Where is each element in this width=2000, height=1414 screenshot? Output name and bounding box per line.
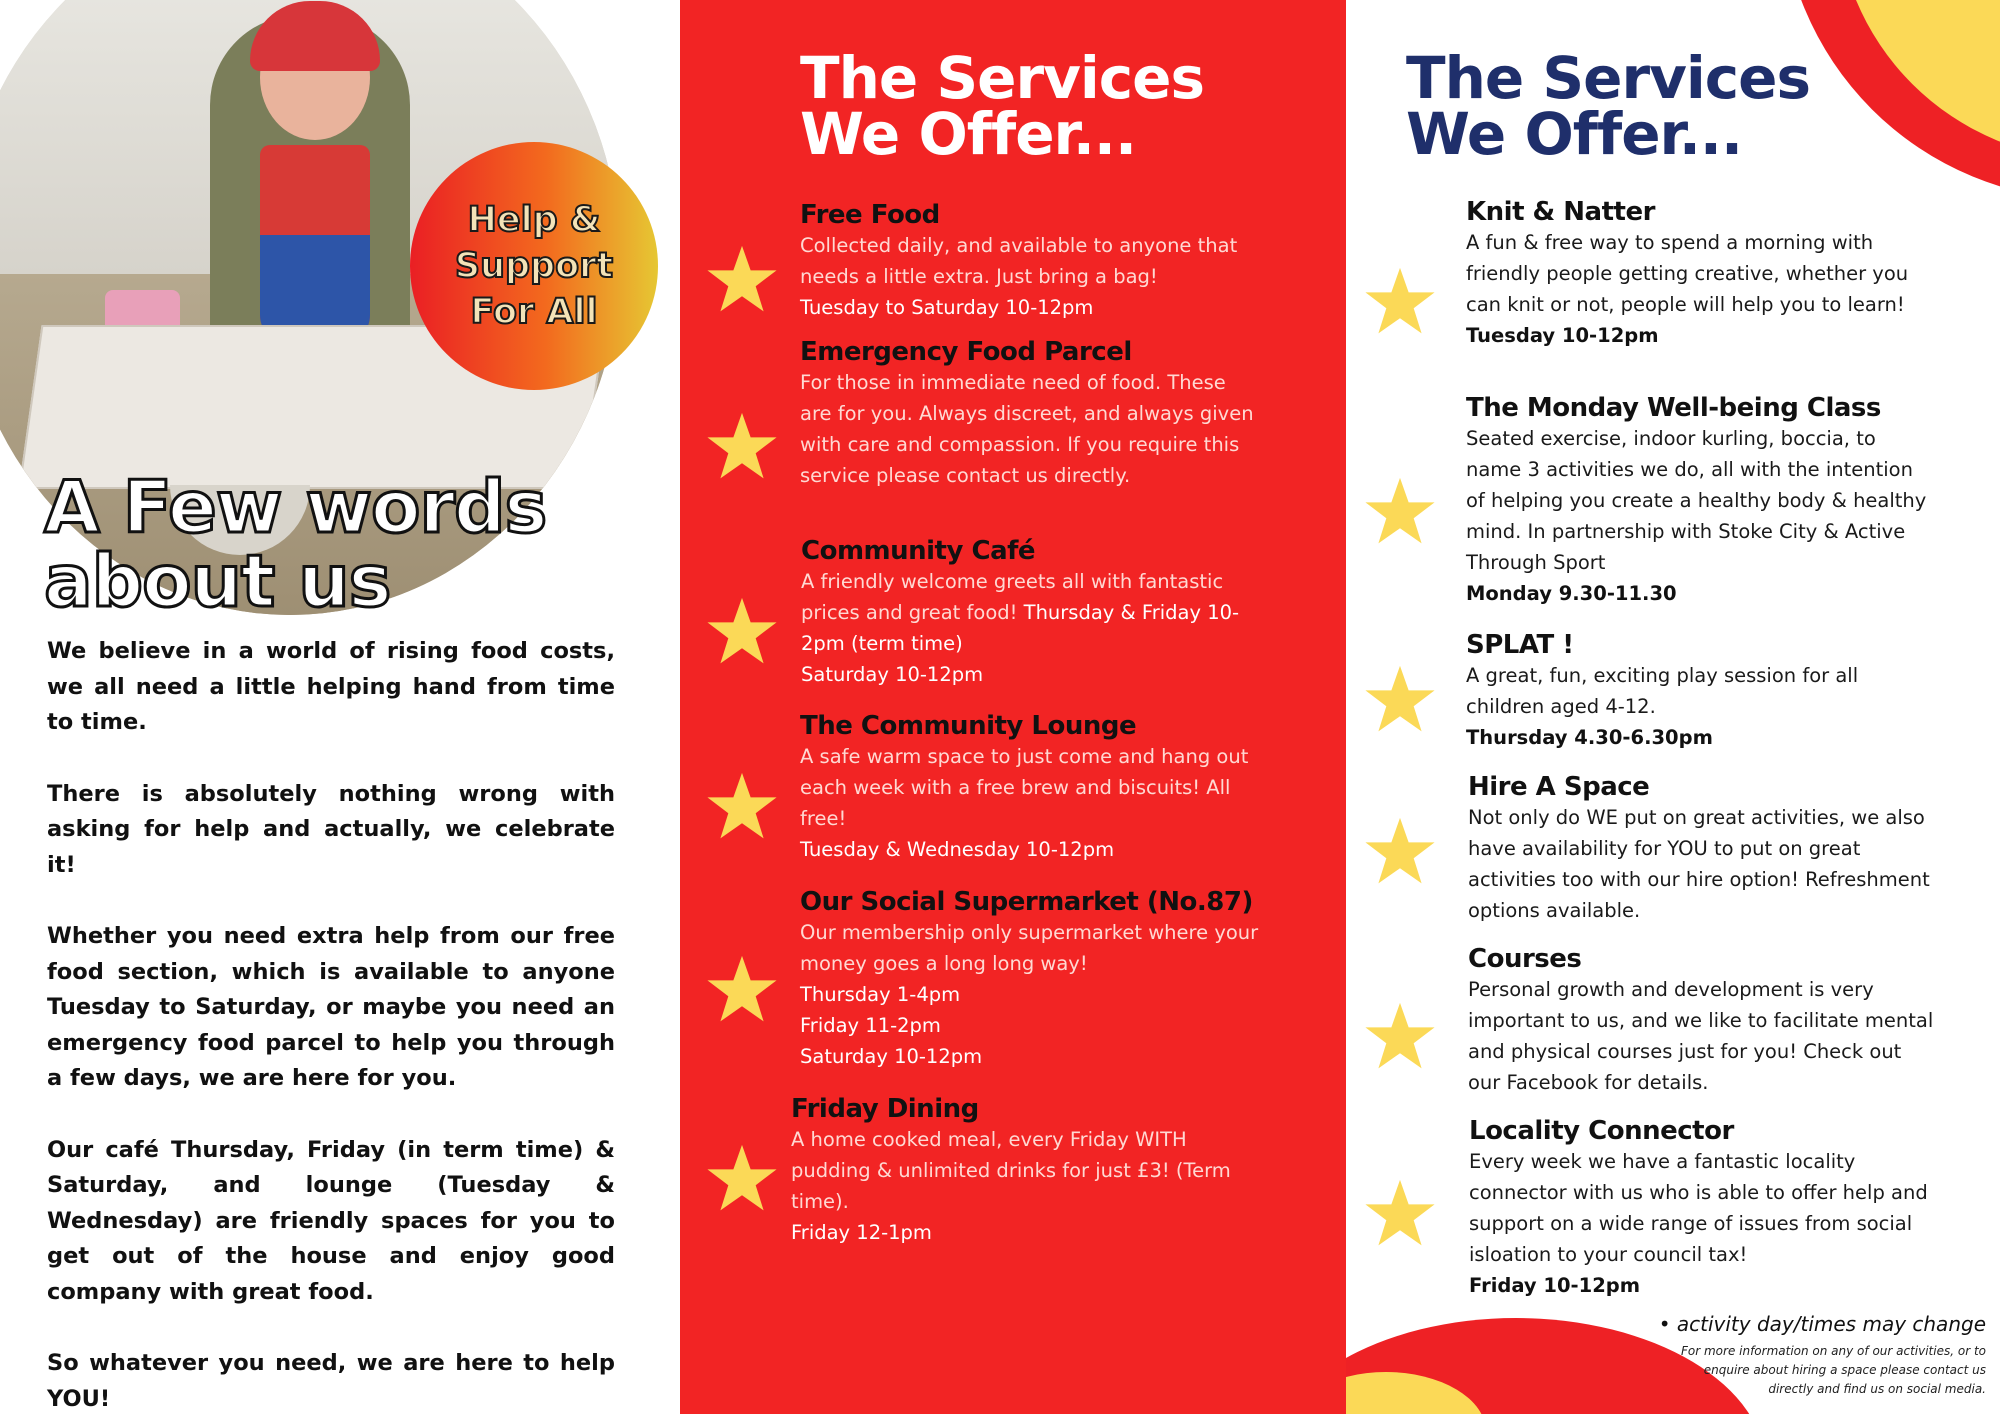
service-time: Thursday 1-4pm xyxy=(800,983,961,1006)
badge-line: Support xyxy=(454,246,614,286)
service-time: Monday 9.30-11.30 xyxy=(1466,582,1677,605)
service-desc: A home cooked meal, every Friday WITH pudding & unlimited drinks for just £3! (Term time). xyxy=(791,1128,1231,1213)
service-splat xyxy=(1466,630,1936,753)
about-paragraph: There is absolutely nothing wrong with asking for help and actually, we celebrate it! xyxy=(47,780,615,878)
contact-note: For more information on any of our activities, or to enquire about hiring a space please contact us directly and find us on social media. xyxy=(1680,1344,1986,1396)
service-time: Thursday 4.30-6.30pm xyxy=(1466,726,1713,749)
services-panel-left xyxy=(680,0,1346,1414)
service-time: Friday 10-12pm xyxy=(1469,1274,1641,1297)
service-desc: A fun & free way to spend a morning with friendly people getting creative, whether you can knit or not, people will help you to learn! xyxy=(1466,231,1909,316)
service-name: Hire A Space xyxy=(1468,772,1650,802)
star-icon xyxy=(1364,663,1436,735)
service-name: Our Social Supermarket (No.87) xyxy=(800,887,1253,917)
star-icon xyxy=(1364,815,1436,887)
service-name: Courses xyxy=(1468,944,1582,974)
about-body xyxy=(47,634,615,1414)
service-friday-dining xyxy=(791,1094,1241,1248)
star-icon xyxy=(706,410,778,482)
about-panel xyxy=(0,0,680,1414)
star-icon xyxy=(706,243,778,315)
service-community-lounge xyxy=(800,711,1260,865)
star-icon xyxy=(1364,1177,1436,1249)
star-icon xyxy=(706,1142,778,1214)
service-desc: Every week we have a fantastic locality connector with us who is able to offer help and support on a wide range of issues from social isloation to your council tax! xyxy=(1469,1150,1928,1266)
help-support-badge xyxy=(410,142,658,390)
service-time: Saturday 10-12pm xyxy=(800,1045,983,1068)
service-time: Friday 12-1pm xyxy=(791,1221,932,1244)
services-title: The Services We Offer... xyxy=(1406,44,1811,168)
star-icon xyxy=(706,770,778,842)
service-locality-connector xyxy=(1469,1116,1939,1301)
service-desc: Collected daily, and available to anyone that needs a little extra. Just bring a bag! xyxy=(800,234,1238,288)
service-desc: Seated exercise, indoor kurling, boccia, to name 3 activities we do, all with the intention of helping you create a healthy body & healthy mind. In partnership with Stoke City & Active Through Sport xyxy=(1466,427,1927,574)
star-icon xyxy=(1364,1000,1436,1072)
bullet-icon: • xyxy=(1658,1312,1677,1336)
service-community-cafe xyxy=(801,536,1271,690)
services-panel-right xyxy=(1346,0,2000,1414)
service-emergency-parcel xyxy=(800,337,1260,491)
badge-line: For All xyxy=(470,292,598,332)
service-desc: For those in immediate need of food. These are for you. Always discreet, and always given with care and compassion. If you require this service please contact us directly. xyxy=(800,371,1254,487)
service-name: The Community Lounge xyxy=(800,711,1137,741)
badge-line: Help & xyxy=(467,200,601,240)
service-hire-space xyxy=(1468,772,1938,926)
service-desc: Our membership only supermarket where your money goes a long long way! xyxy=(800,921,1259,975)
service-time: Tuesday to Saturday 10-12pm xyxy=(800,296,1094,319)
service-name: Emergency Food Parcel xyxy=(800,337,1132,367)
service-name: SPLAT ! xyxy=(1466,630,1574,660)
about-paragraph: We believe in a world of rising food costs, we all need a little helping hand from time to time. xyxy=(47,638,615,735)
service-desc: A friendly welcome greets all with fantastic prices and great food! xyxy=(801,570,1224,624)
service-knit-natter xyxy=(1466,197,1936,351)
service-free-food xyxy=(800,200,1260,323)
service-time: Saturday 10-12pm xyxy=(801,663,984,686)
service-name: Knit & Natter xyxy=(1466,197,1655,227)
schedule-disclaimer: activity day/times may change xyxy=(1676,1312,1986,1336)
service-wellbeing-class xyxy=(1466,393,1936,609)
service-desc: Personal growth and development is very important to us, and we like to facilitate mental and physical courses just for you! Check out our Facebook for details. xyxy=(1468,978,1934,1094)
service-time: Friday 11-2pm xyxy=(800,1014,941,1037)
service-time: Tuesday & Wednesday 10-12pm xyxy=(800,838,1115,861)
service-name: Locality Connector xyxy=(1469,1116,1734,1146)
services-title: The Services We Offer... xyxy=(800,44,1205,168)
service-desc: A safe warm space to just come and hang out each week with a free brew and biscuits! All free! xyxy=(800,745,1249,830)
service-social-supermarket xyxy=(800,887,1280,1072)
star-icon xyxy=(706,595,778,667)
service-name: The Monday Well-being Class xyxy=(1466,393,1881,423)
service-desc: A great, fun, exciting play session for all children aged 4-12. xyxy=(1466,664,1859,718)
footer-note xyxy=(1656,1310,1986,1399)
service-time: Tuesday 10-12pm xyxy=(1466,324,1659,347)
service-time: Thursday & Friday 10-2pm (term time) xyxy=(801,601,1240,655)
about-paragraph: So whatever you need, we are here to help YOU! xyxy=(47,1350,615,1412)
service-name: Free Food xyxy=(800,200,940,230)
star-icon xyxy=(1364,475,1436,547)
about-title: A Few words about us xyxy=(44,465,547,623)
star-icon xyxy=(1364,265,1436,337)
about-paragraph: Whether you need extra help from our free food section, which is available to anyone Tuesday to Saturday, or maybe you need an emergency food parcel to help you through a few days, we are here for you. xyxy=(47,923,615,1091)
service-name: Friday Dining xyxy=(791,1094,979,1124)
star-icon xyxy=(706,953,778,1025)
service-desc: Not only do WE put on great activities, we also have availability for YOU to put on great activities too with our hire option! Refreshment options available. xyxy=(1468,806,1930,922)
service-name: Community Café xyxy=(801,536,1036,566)
about-paragraph: Our café Thursday, Friday (in term time) & Saturday, and lounge (Tuesday & Wednesday) are friendly spaces for you to get out of the house and enjoy good company with great food. xyxy=(47,1136,615,1305)
service-courses xyxy=(1468,944,1938,1098)
